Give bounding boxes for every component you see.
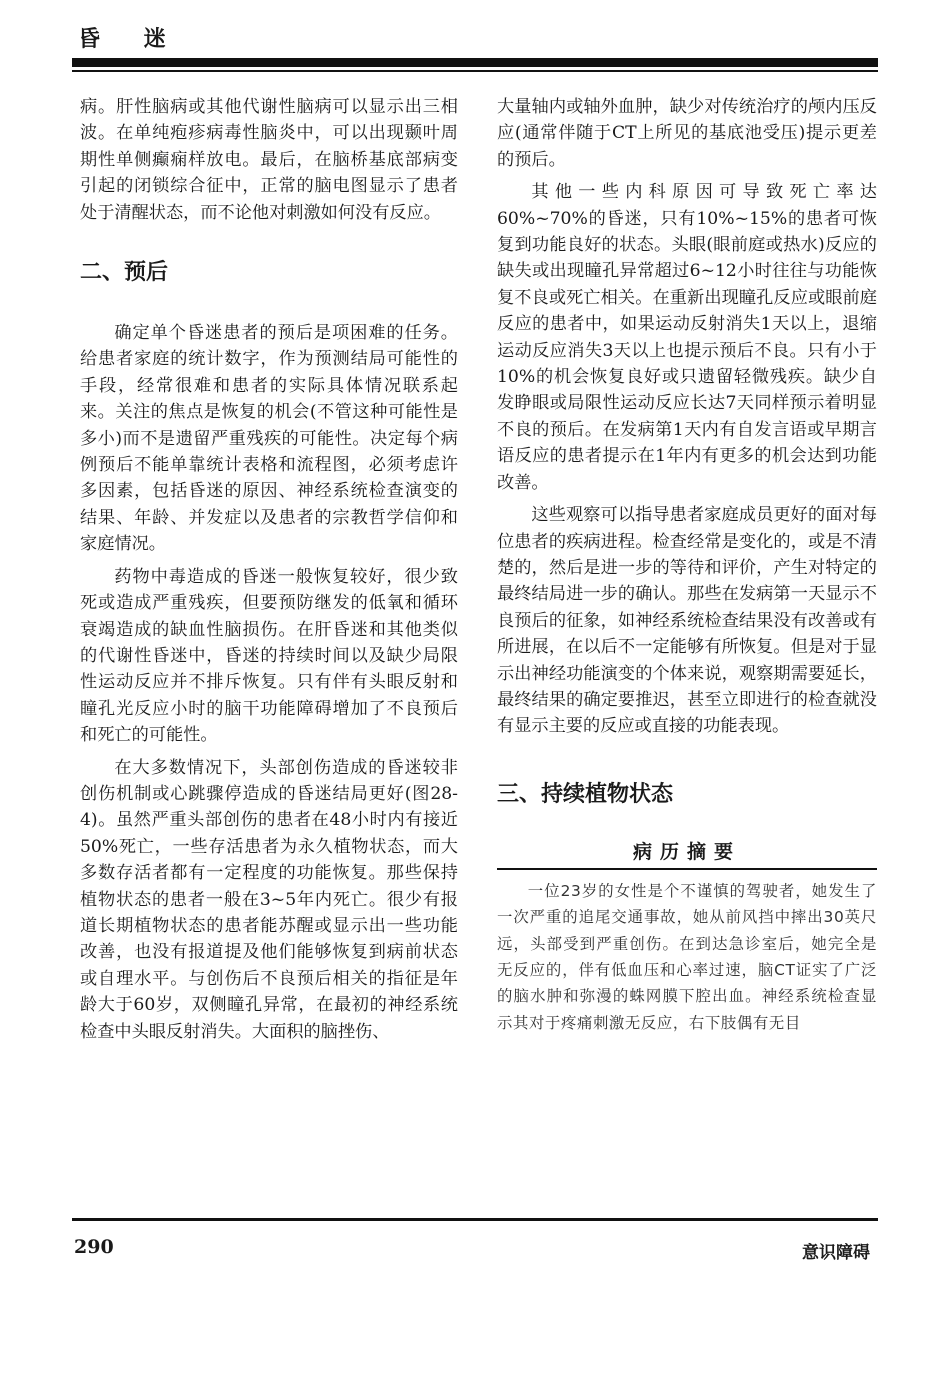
- running-header-title: 昏 迷: [78, 27, 184, 52]
- page-number: 290: [74, 1236, 114, 1258]
- right-column: [497, 94, 877, 1036]
- paragraph-continuation: 病。肝性脑病或其他代谢性脑病可以显示出三相波。在单纯疱疹病毒性脑炎中，可以出现颞叶周期性单侧癫痫样放电。最后，在脑桥基底部病变引起的闭锁综合征中，正常的脑电图显示了患者处于清醒状态，而不论他对刺激如何没有反应。: [80, 97, 458, 223]
- case-summary-heading: 病历摘要: [497, 840, 877, 870]
- paragraph-observations: 这些观察可以指导患者家庭成员更好的面对每位患者的疾病进程。检查经常是变化的，或是不清楚的，然后是进一步的等待和评价，产生对特定的最终结局进一步的确认。那些在发病第一天显示不良预后的征象，如神经系统检查结果没有改善或有所进展，在以后不一定能够有所恢复。但是对于显示出神经功能演变的个体来说，观察期需要延长，最终结果的确定要推迟，甚至立即进行的检查就没有显示主要的反应或直接的功能表现。: [497, 505, 877, 737]
- section-title-vegetative-state: 三、持续植物状态: [497, 781, 674, 807]
- case-summary-text: 一位23岁的女性是个不谨慎的驾驶者，她发生了一次严重的追尾交通事故，她从前风挡中摔出30英尺远，头部受到严重创伤。在到达急诊室后，她完全是无反应的，伴有低血压和心率过速，脑CT证实了广泛的脑水肿和弥漫的蛛网膜下腔出血。神经系统检查显示其对于疼痛刺激无反应，右下肢偶有无目: [497, 881, 877, 1032]
- paragraph-continuation-right: 大量轴内或轴外血肿，缺少对传统治疗的颅内压反应(通常伴随于CT上所见的基底池受压)提示更差的预后。: [497, 97, 877, 170]
- paragraph-prognosis-intro: 确定单个昏迷患者的预后是项困难的任务。给患者家庭的统计数字，作为预测结局可能性的手段，经常很难和患者的实际具体情况联系起来。关注的焦点是恢复的机会(不管这种可能性是多小)而不是遗留严重残疾的可能性。决定每个病例预后不能单靠统计表格和流程图，必须考虑许多因素，包括昏迷的原因、神经系统检查演变的结果、年龄、并发症以及患者的宗教哲学信仰和家庭情况。: [80, 323, 458, 555]
- paragraph-drug-coma: 药物中毒造成的昏迷一般恢复较好，很少致死或造成严重残疾，但要预防继发的低氧和循环衰竭造成的缺血性脑损伤。在肝昏迷和其他类似的代谢性昏迷中，昏迷的持续时间以及缺少局限性运动反应并不排斥恢复。只有伴有头眼反射和瞳孔光反应小时的脑干功能障碍增加了不良预后和死亡的可能性。: [80, 566, 458, 746]
- footer-rule: [72, 1218, 878, 1221]
- paragraph-medical-causes: 其他一些内科原因可导致死亡率达60%~70%的昏迷，只有10%~15%的患者可恢复到功能良好的状态。头眼(眼前庭或热水)反应的缺失或出现瞳孔异常超过6~12小时往往与功能恢复不良或死亡相关。在重新出现瞳孔反应或眼前庭反应的患者中，如果运动反射消失1天以上，退缩运动反应消失3天以上也提示预后不良。只有小于10%的机会恢复良好或只遗留轻微残疾。缺少自发睁眼或局限性运动反应长达7天同样预示着明显不良的预后。在发病第1天内有自发言语或早期言语反应的患者提示在1年内有更多的机会达到功能改善。: [497, 182, 877, 493]
- header-rule-thick: [72, 58, 878, 67]
- section-title-prognosis: 二、预后: [80, 260, 169, 286]
- header-rule-thin: [72, 70, 878, 72]
- footer-section-name: 意识障碍: [802, 1243, 870, 1263]
- paragraph-head-trauma: 在大多数情况下，头部创伤造成的昏迷较非创伤机制或心跳骤停造成的昏迷结局更好(图28-4)。虽然严重头部创伤的患者在48小时内有接近50%死亡，一些存活患者为永久植物状态，而大多数存活者都有一定程度的功能恢复。那些保持植物状态的患者一般在3~5年内死亡。很少有报道长期植物状态的患者能苏醒或显示出一些功能改善，也没有报道提及他们能够恢复到病前状态或自理水平。与创伤后不良预后相关的指征是年龄大于60岁，双侧瞳孔异常，在最初的神经系统检查中头眼反射消失。大面积的脑挫伤、: [80, 757, 458, 1042]
- case-summary-box: [497, 840, 877, 1036]
- left-column: [80, 94, 458, 1045]
